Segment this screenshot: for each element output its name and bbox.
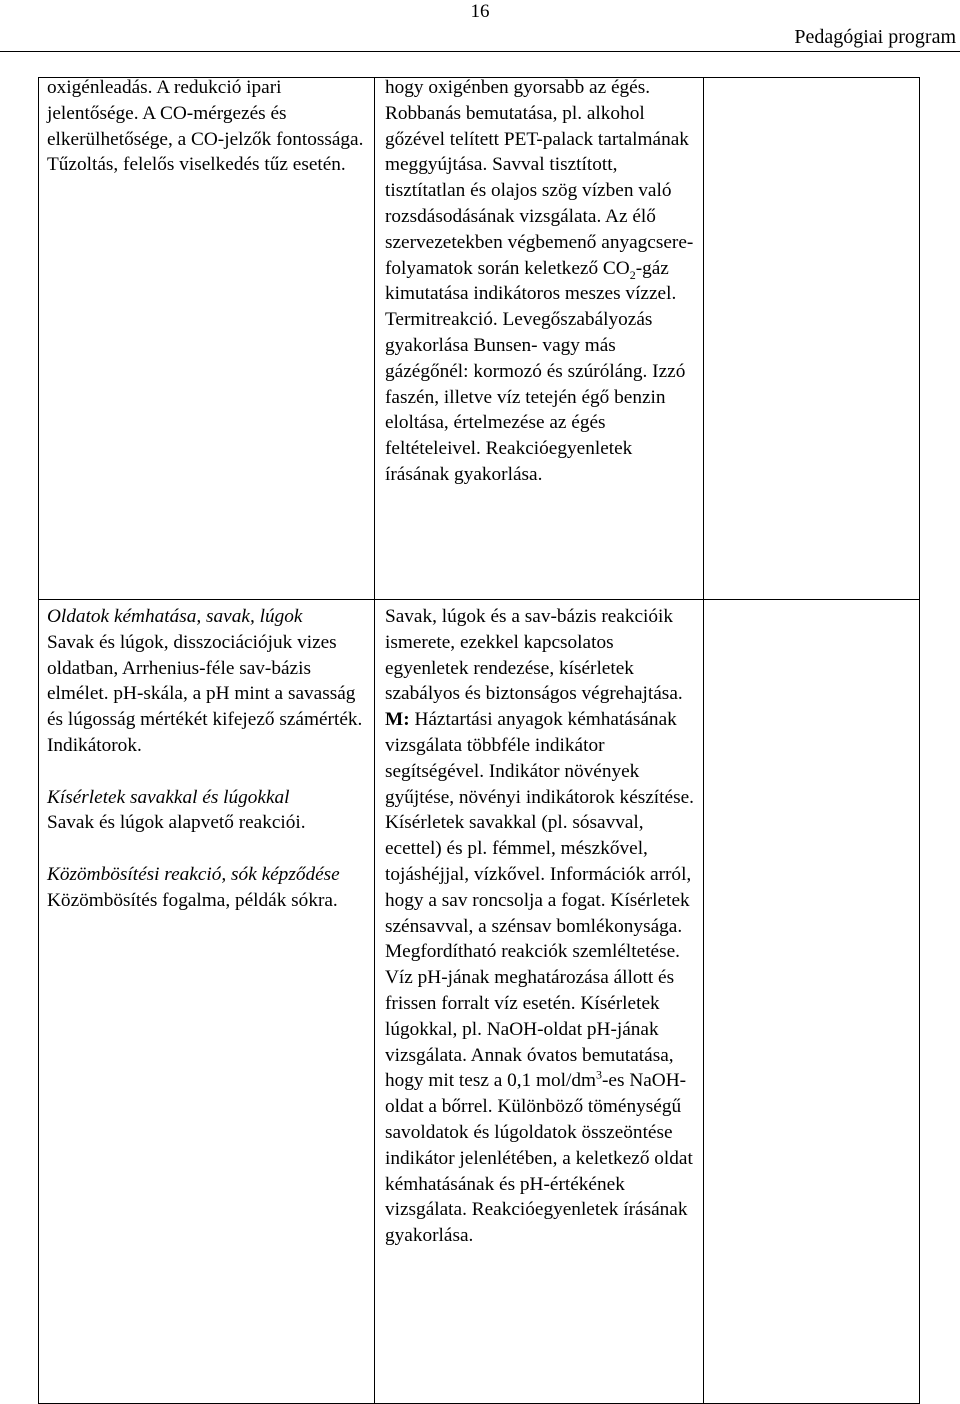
header-rule — [0, 51, 960, 52]
row1-activity-text: hogy oxigénben gyorsabb az égés. Robbanás bemutatása, pl. alkohol gőzével telített PET-palack tartalmának meggyújtása. Savval tisztított, tisztítatlan és olajos szög vízben való rozsdásodásának vizsgálata. Az élő szervezetekben végbemenő anyagcsere-folyamatok során keletkező $CO_2$-gáz kimutatása indikátoros meszes vízzel. Termitreakció. Levegőszabályozás gyakorlása Bunsen- vagy más gázégőnél: kormozó és szúróláng. Izzó faszén, illetve víz tetején égő benzin eloltása, értelmezése az égés feltételeivel. Reakcióegyenletek írásának gyakorlása. — [385, 77, 694, 485]
row1-topic-cell — [47, 75, 367, 178]
topic-heading-kiserletek: Kísérletek savakkal és lúgokkal — [47, 786, 290, 808]
row1-activity-cell — [385, 75, 697, 488]
topic-text-kiserletek: Savak és lúgok alapvető reakciói. — [47, 812, 306, 834]
table-divider-2 — [703, 77, 704, 1403]
row2-activity-cell — [385, 604, 697, 1249]
topic-heading-oldatok: Oldatok kémhatása, savak, lúgok — [47, 606, 303, 627]
row1-topic-text: oxigénleadás. A redukció ipari jelentősége. A CO-mérgezés és elkerülhetősége, a CO-jelzők fontossága. Tűzoltás, felelős viselkedés tűz esetén. — [47, 77, 364, 176]
table-divider-1 — [374, 77, 375, 1403]
topic-text-oldatok: Savak és lúgok, disszociációjuk vizes oldatban, Arrhenius-féle sav-bázis elmélet. pH-skála, a pH mint a savasság és lúgosság mértékét kifejező számérték. Indikátorok. — [47, 631, 363, 756]
table-row-divider — [38, 599, 920, 600]
topic-text-kozombosites: Közömbösítés fogalma, példák sókra. — [47, 889, 338, 911]
table-border-left — [38, 77, 39, 1403]
row2-topic-cell — [47, 604, 367, 914]
table-border-right — [919, 77, 920, 1403]
header-title: Pedagógiai program — [794, 26, 956, 48]
row2-activity-intro: Savak, lúgok és a sav-bázis reakcióik ismerete, ezekkel kapcsolatos egyenletek rendezése, kísérletek szabályos és biztonságos végrehajtása. — [385, 606, 683, 705]
topic-heading-kozombosites: Közömbösítési reakció, sók képződése — [47, 863, 340, 885]
row2-activity-text: M: Háztartási anyagok kémhatásának vizsgálata többféle indikátor segítségével. Indikátor növények gyűjtése, növényi indikátorok készítése. Kísérletek savakkal (pl. sósavval, ecettel) és pl. fémmel, mészkővel, tojáshéjjal, vízkővel. Információk arról, hogy a sav roncsolja a fogat. Kísérletek szénsavval, a szénsav bomlékonysága. Megfordítható reakciók szemléltetése. Víz pH-jának meghatározása állott és frissen forralt víz esetén. Kísérletek lúgokkal, pl. NaOH-oldat pH-jának vizsgálata. Annak óvatos bemutatása, hogy mit tesz a 0,1 mol/$dm^3-es$ NaOH-oldat a bőrrel. Különböző töménységű savoldatok és lúgoldatok összeöntése indikátor jelenlétében, a keletkező oldat kémhatásának és pH-értékének vizsgálata. Reakcióegyenletek írásának gyakorlása. — [385, 709, 694, 1247]
page-number: 16 — [470, 1, 490, 22]
